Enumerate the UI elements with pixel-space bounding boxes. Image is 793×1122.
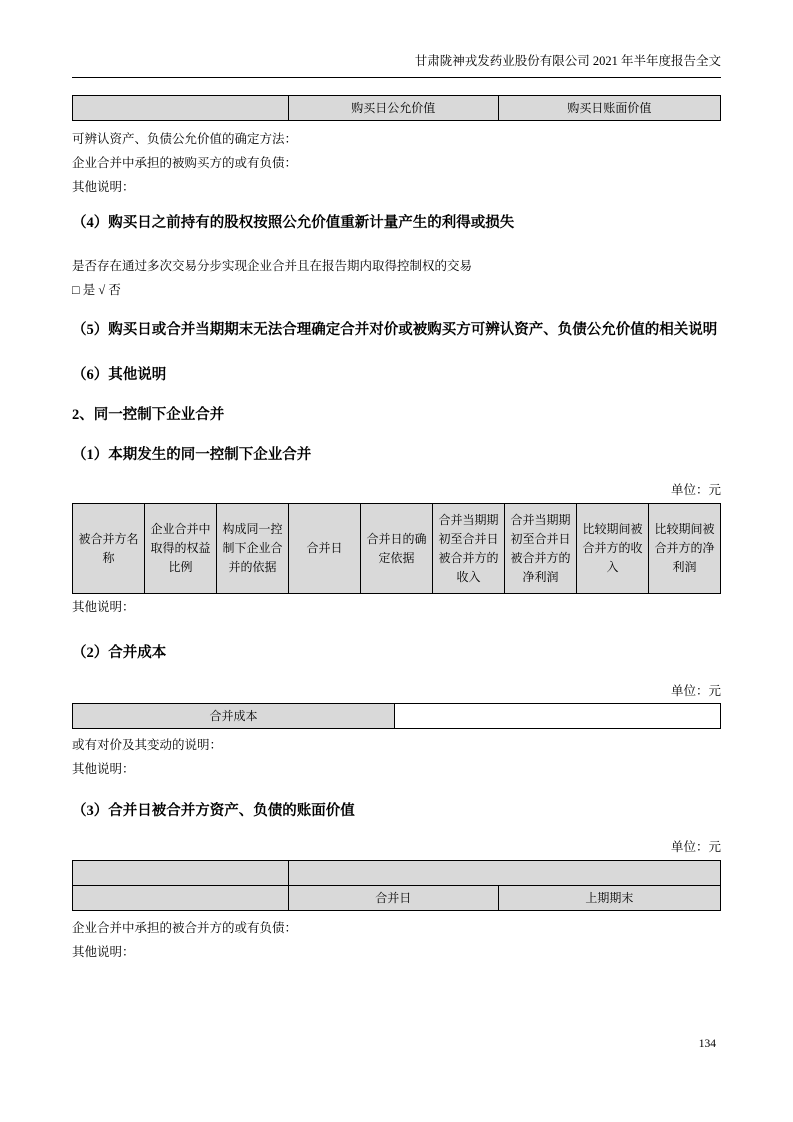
merger-col-1: 企业合并中取得的权益比例 — [145, 504, 217, 594]
stepwise-question-line: 是否存在通过多次交易分步实现企业合并且在报告期内取得控制权的交易 — [72, 259, 473, 273]
contingent-liabilities-acquiree-line: 企业合并中承担的被购买方的或有负债： — [72, 156, 298, 170]
merger-col-6: 合并当期期初至合并日被合并方的净利润 — [505, 504, 577, 594]
merger-col-2: 构成同一控制下企业合并的依据 — [217, 504, 289, 594]
section-2-1-heading: （1）本期发生的同一控制下企业合并 — [72, 447, 312, 463]
contingent-liabilities-merged-line: 企业合并中承担的被合并方的或有负债： — [72, 921, 298, 935]
other-notes-line: 其他说明： — [72, 945, 135, 959]
fair-value-empty-header-cell — [73, 96, 289, 121]
yes-no-line — [72, 278, 721, 302]
table-row — [73, 96, 721, 121]
book-value-merged-cell — [288, 861, 720, 886]
yes-label: 是 — [82, 283, 96, 297]
book-value-table — [72, 860, 721, 911]
checkbox-unchecked-icon: □ — [72, 283, 80, 297]
contingent-consideration-line: 或有对价及其变动的说明： — [72, 738, 223, 752]
stepwise-block — [72, 254, 721, 302]
page-number: 134 — [698, 1038, 716, 1050]
book-value-empty-cell-2 — [73, 886, 289, 911]
checkmark-icon: √ — [98, 283, 106, 297]
other-notes-line: 其他说明： — [72, 600, 135, 614]
book-value-col-prior-period: 上期期末 — [498, 886, 720, 911]
paragraph-block — [72, 733, 721, 781]
table-row — [73, 704, 721, 729]
other-notes-line: 其他说明： — [72, 762, 135, 776]
merger-col-5: 合并当期期初至合并日被合并方的收入 — [433, 504, 505, 594]
other-notes-line: 其他说明： — [72, 180, 135, 194]
fair-value-table — [72, 95, 721, 121]
merger-col-0: 被合并方名称 — [73, 504, 145, 594]
table-header-row — [73, 886, 721, 911]
book-value-col-merge-date: 合并日 — [288, 886, 498, 911]
unit-label-3: 单位：元 — [670, 840, 721, 854]
merger-col-3: 合并日 — [289, 504, 361, 594]
paragraph-block — [72, 127, 721, 199]
paragraph-block — [72, 916, 721, 964]
section-2-2-heading: （2）合并成本 — [72, 645, 167, 661]
cost-label-cell: 合并成本 — [73, 704, 395, 729]
table-header-row — [73, 861, 721, 886]
fair-value-method-line: 可辨认资产、负债公允价值的确定方法： — [72, 132, 298, 146]
cost-value-cell — [395, 704, 721, 729]
table-header-row — [73, 504, 721, 594]
heading-4: （4）购买日之前持有的股权按照公允价值重新计量产生的利得或损失 — [72, 215, 515, 231]
heading-6: （6）其他说明 — [72, 367, 167, 383]
header-divider — [72, 77, 721, 78]
report-header-title: 甘肃陇神戎发药业股份有限公司 2021 年半年度报告全文 — [414, 54, 721, 68]
heading-5: （5）购买日或合并当期期末无法合理确定合并对价或被购买方可辨认资产、负债公允价值的相关说明 — [72, 322, 718, 338]
merger-col-8: 比较期间被合并方的净利润 — [649, 504, 721, 594]
fair-value-col-fair: 购买日公允价值 — [288, 96, 498, 121]
merger-col-4: 合并日的确定依据 — [361, 504, 433, 594]
section-2-3-heading: （3）合并日被合并方资产、负债的账面价值 — [72, 803, 355, 819]
unit-label-2: 单位：元 — [670, 684, 721, 698]
fair-value-col-book: 购买日账面价值 — [498, 96, 720, 121]
merger-table — [72, 503, 721, 594]
merger-col-7: 比较期间被合并方的收入 — [577, 504, 649, 594]
section-2-heading: 2、同一控制下企业合并 — [72, 407, 225, 423]
book-value-empty-cell — [73, 861, 289, 886]
cost-table — [72, 703, 721, 729]
no-label: 否 — [108, 283, 121, 297]
unit-label-1: 单位：元 — [670, 483, 721, 497]
